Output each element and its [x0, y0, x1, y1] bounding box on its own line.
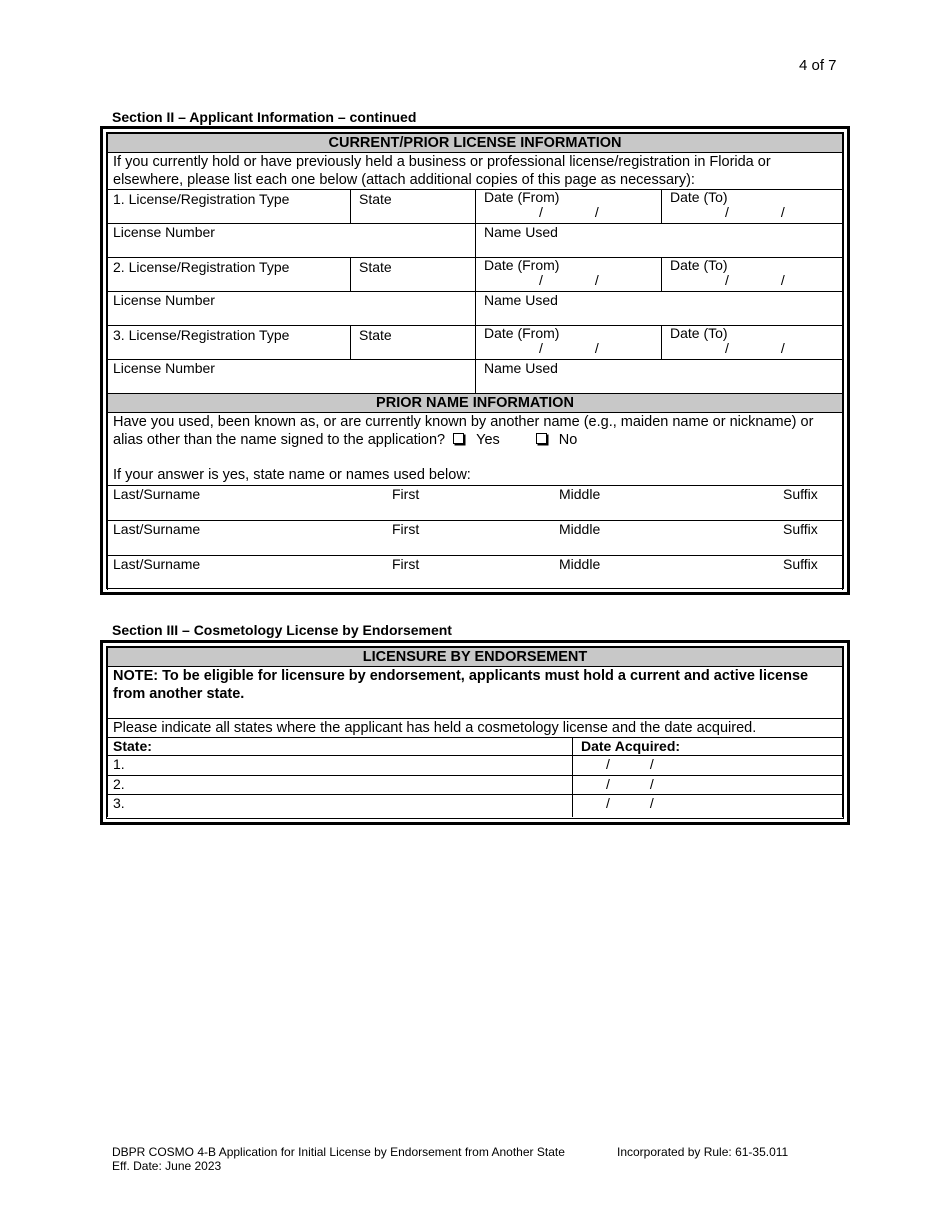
yes-label: Yes	[476, 432, 500, 448]
license-2-type-field[interactable]: 2. License/Registration Type	[113, 259, 290, 275]
date-acquired-field-3[interactable]: / /	[573, 795, 843, 817]
section-3-title: Section III – Cosmetology License by Endorsement	[112, 622, 452, 638]
state-field-1[interactable]: 1.	[108, 756, 573, 776]
license-3-type-field[interactable]: 3. License/Registration Type	[113, 327, 290, 343]
license-intro: If you currently hold or have previously held a business or professional license/registration in Florida or elsewhere, please list each one below (attach additional copies of this page as necessary):	[108, 153, 843, 190]
license-table	[107, 133, 843, 590]
license-3-state-field[interactable]: State	[359, 327, 392, 343]
license-1-date-from-field[interactable]: Date (From) / /	[476, 190, 662, 224]
no-checkbox[interactable]	[536, 433, 547, 444]
endorsement-instruction: Please indicate all states where the applicant has held a cosmetology license and the date acquired.	[108, 719, 843, 738]
license-2-number-field[interactable]: License Number	[108, 292, 476, 326]
section-2-title: Section II – Applicant Information – continued	[112, 109, 417, 125]
license-2-state-field[interactable]: State	[359, 259, 392, 275]
license-2-date-to-field[interactable]: Date (To) / /	[662, 258, 843, 292]
license-2-name-used-field[interactable]: Name Used	[476, 292, 843, 326]
endorsement-header: LICENSURE BY ENDORSEMENT	[108, 648, 843, 667]
license-1-type-field[interactable]: 1. License/Registration Type	[113, 191, 290, 207]
footer-rule: Incorporated by Rule: 61-35.011	[617, 1145, 789, 1159]
section-3-frame	[100, 640, 850, 825]
footer-eff-date: Eff. Date: June 2023	[112, 1159, 222, 1173]
section-2-frame	[100, 126, 850, 595]
license-header: CURRENT/PRIOR LICENSE INFORMATION	[108, 134, 843, 153]
name-row[interactable]: Last/Surname First Middle Suffix	[108, 486, 843, 521]
state-field-3[interactable]: 3.	[108, 795, 573, 817]
state-field-2[interactable]: 2.	[108, 776, 573, 795]
date-acquired-field-2[interactable]: / /	[573, 776, 843, 795]
license-3-date-from-field[interactable]: Date (From) / /	[476, 326, 662, 360]
license-3-name-used-field[interactable]: Name Used	[476, 360, 843, 394]
license-1-name-used-field[interactable]: Name Used	[476, 224, 843, 258]
license-1-date-to-field[interactable]: Date (To) / /	[662, 190, 843, 224]
prior-name-followup: If your answer is yes, state name or names used below:	[113, 467, 471, 483]
prior-name-question-cell	[108, 413, 843, 486]
prior-name-header: PRIOR NAME INFORMATION	[108, 394, 843, 413]
no-label: No	[558, 432, 578, 448]
license-1-state-field[interactable]: State	[359, 191, 392, 207]
license-3-number-field[interactable]: License Number	[108, 360, 476, 394]
name-row[interactable]: Last/Surname First Middle Suffix	[108, 556, 843, 590]
license-3-date-to-field[interactable]: Date (To) / /	[662, 326, 843, 360]
prior-name-question: Have you used, been known as, or are currently known by another name (e.g., maiden name or nickname) or alias other than the name signed to the application?	[113, 414, 814, 448]
name-row[interactable]: Last/Surname First Middle Suffix	[108, 521, 843, 556]
footer-form-name: DBPR COSMO 4-B Application for Initial License by Endorsement from Another State	[112, 1145, 565, 1159]
yes-checkbox[interactable]	[453, 433, 464, 444]
page-number: 4 of 7	[799, 57, 837, 74]
state-column-header: State:	[108, 738, 573, 756]
date-acquired-field-1[interactable]: / /	[573, 756, 843, 776]
endorsement-table	[107, 647, 843, 817]
license-1-number-field[interactable]: License Number	[108, 224, 476, 258]
license-2-date-from-field[interactable]: Date (From) / /	[476, 258, 662, 292]
endorsement-note: NOTE: To be eligible for licensure by endorsement, applicants must hold a current and active license from another state.	[108, 667, 843, 719]
date-acquired-column-header: Date Acquired:	[573, 738, 843, 756]
